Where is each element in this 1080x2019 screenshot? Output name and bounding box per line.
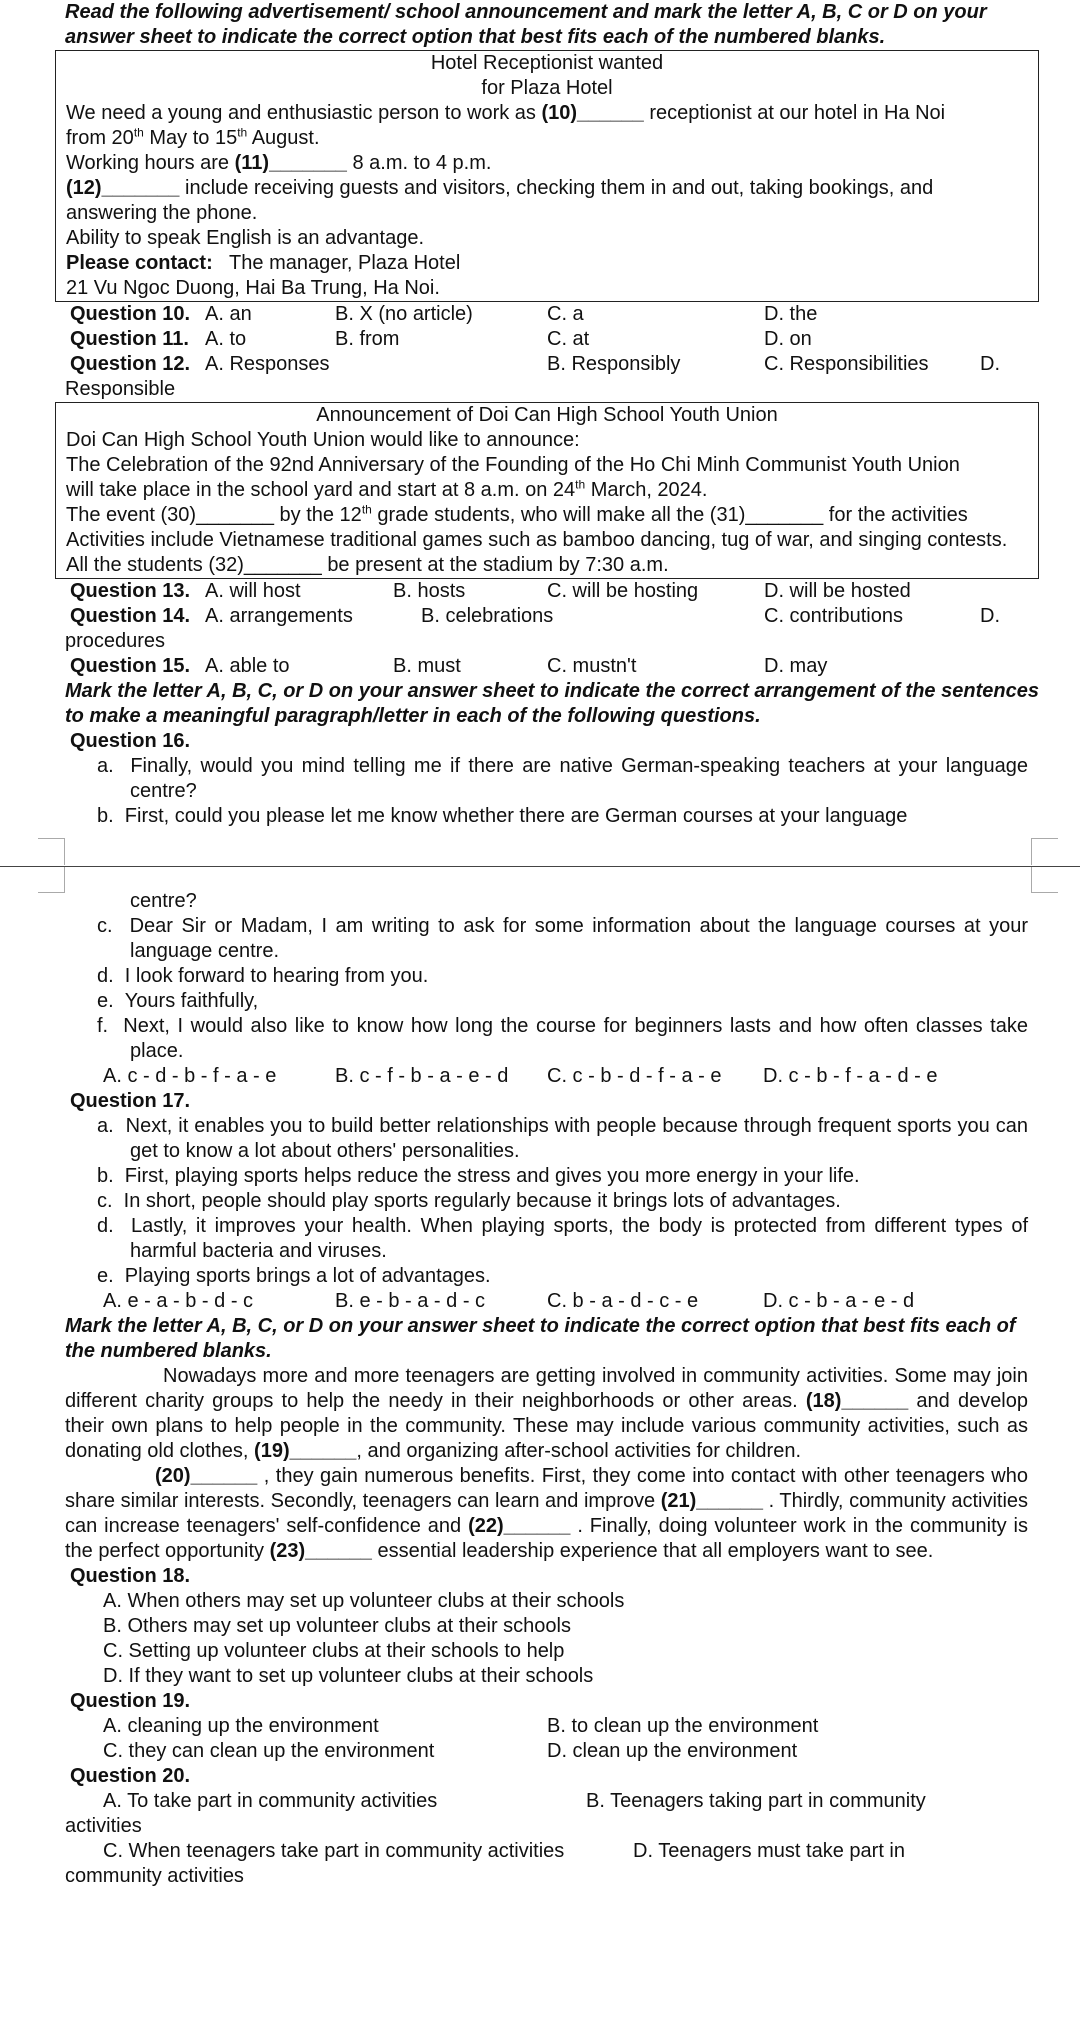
question-17-options bbox=[103, 1289, 1080, 1314]
question-16-options bbox=[103, 1064, 1080, 1089]
contact-label: Please contact: bbox=[66, 252, 213, 274]
question-15 bbox=[70, 654, 1080, 679]
option-d-continuation: community activities bbox=[65, 1865, 244, 1887]
blank-11: (11)_______ bbox=[234, 152, 347, 174]
superscript: th bbox=[575, 477, 586, 492]
ann-text: be present at the stadium by 7:30 a.m. bbox=[327, 554, 669, 576]
question-11 bbox=[70, 327, 1080, 352]
page-corner-mark bbox=[1031, 838, 1058, 865]
option-d[interactable]: D. the bbox=[764, 303, 818, 325]
sentence-17e: e. Playing sports brings a lot of advantages. bbox=[97, 1265, 491, 1287]
question-17-label: Question 17. bbox=[70, 1090, 191, 1112]
blank-19: (19)______ bbox=[254, 1440, 357, 1462]
ann-line-4 bbox=[66, 503, 1028, 528]
blank-22: (22)______ bbox=[468, 1515, 571, 1537]
option-b[interactable]: B. celebrations bbox=[421, 605, 554, 627]
option-d[interactable]: D. c - b - a - e - d bbox=[763, 1290, 915, 1312]
passage-text: , and organizing after-school activities for children. bbox=[356, 1440, 802, 1462]
option-b[interactable]: B. Teenagers taking part in community bbox=[586, 1790, 926, 1812]
question-10 bbox=[70, 302, 1080, 327]
sentence-17b: b. First, playing sports helps reduce the stress and gives you more energy in your life. bbox=[97, 1165, 860, 1187]
option-d[interactable]: D. on bbox=[764, 328, 812, 350]
option-c[interactable]: C. c - b - d - f - a - e bbox=[547, 1065, 722, 1087]
option-c[interactable]: C. contributions bbox=[764, 605, 903, 627]
sentence-16b: b. First, could you please let me know whether there are German courses at your language bbox=[97, 805, 908, 827]
question-label: Question 11. bbox=[70, 328, 189, 350]
sentence-text: Lastly, it improves your health. When playing sports, the body is protected from different types of harmful bacteria and viruses. bbox=[130, 1215, 1029, 1262]
sentence-text: Finally, would you mind telling me if there are native German-speaking teachers at your language centre? bbox=[130, 755, 1028, 802]
option-c[interactable]: C. will be hosting bbox=[547, 580, 699, 602]
page-break bbox=[0, 829, 1080, 889]
option-b[interactable]: B. Responsibly bbox=[547, 353, 681, 375]
ann-line-3 bbox=[66, 478, 1028, 503]
ann-text: for the activities bbox=[828, 504, 968, 526]
option-d[interactable]: D. bbox=[980, 605, 1000, 627]
option-a[interactable]: A. When others may set up volunteer clubs at their schools bbox=[103, 1590, 625, 1612]
question-label: Question 14. bbox=[70, 605, 191, 627]
ad-line-4 bbox=[66, 176, 1028, 226]
option-b[interactable]: B. X (no article) bbox=[335, 303, 473, 325]
sentence-text: Playing sports brings a lot of advantages. bbox=[124, 1265, 491, 1287]
ad-address: 21 Vu Ngoc Duong, Hai Ba Trung, Ha Noi. bbox=[66, 277, 440, 299]
sentence-17c: c. In short, people should play sports regularly because it brings lots of advantages. bbox=[97, 1190, 841, 1212]
sentence-text: Dear Sir or Madam, I am writing to ask for some information about the language courses at your language centre. bbox=[129, 915, 1028, 962]
sentence-16a: a. Finally, would you mind telling me if there are native German-speaking teachers at your language centre? bbox=[97, 755, 1028, 802]
sentence-17d: d. Lastly, it improves your health. When playing sports, the body is protected from different types of harmful bacteria and viruses. bbox=[97, 1215, 1029, 1262]
sentence-text: I look forward to hearing from you. bbox=[124, 965, 429, 987]
superscript: th bbox=[361, 502, 372, 517]
blank-10: (10)______ bbox=[541, 102, 644, 124]
question-12 bbox=[70, 352, 1080, 377]
option-d[interactable]: D. will be hosted bbox=[764, 580, 911, 602]
option-c[interactable]: C. mustn't bbox=[547, 655, 637, 677]
advertisement-box bbox=[55, 50, 1039, 302]
blank-12: (12)_______ bbox=[66, 177, 180, 199]
question-20-label: Question 20. bbox=[70, 1765, 191, 1787]
ad-text: include receiving guests and visitors, checking them in and out, taking bookings, and answering the phone. bbox=[66, 177, 934, 224]
ad-text: receptionist at our hotel in Ha Noi bbox=[649, 102, 946, 124]
question-label: Question 15. bbox=[70, 655, 191, 677]
sentence-16b-cont: centre? bbox=[130, 890, 197, 912]
passage-paragraph-2 bbox=[65, 1464, 1028, 1564]
option-b[interactable]: B. must bbox=[393, 655, 461, 677]
blank-18: (18)______ bbox=[805, 1390, 909, 1412]
sentence-text: In short, people should play sports regularly because it brings lots of advantages. bbox=[123, 1190, 841, 1212]
ann-text: grade students, who will make all the bbox=[377, 504, 705, 526]
passage-text: essential leadership experience that all employers want to see. bbox=[377, 1540, 934, 1562]
sentence-16f: f. Next, I would also like to know how long the course for beginners lasts and how often classes take place. bbox=[97, 1015, 1028, 1062]
option-d[interactable]: D. If they want to set up volunteer clubs at their schools bbox=[103, 1665, 594, 1687]
question-20-row-2 bbox=[103, 1839, 1080, 1864]
blank-31: (31)_______ bbox=[709, 504, 824, 526]
option-a[interactable]: A. will host bbox=[205, 580, 301, 602]
ann-text: by the 12 bbox=[279, 504, 362, 526]
passage-paragraph-1 bbox=[65, 1364, 1028, 1464]
option-b[interactable]: B. from bbox=[335, 328, 400, 350]
announcement-title: Announcement of Doi Can High School Youth Union bbox=[316, 404, 778, 426]
option-c[interactable]: C. they can clean up the environment bbox=[103, 1740, 435, 1762]
question-label: Question 13. bbox=[70, 580, 191, 602]
blank-21: (21)______ bbox=[660, 1490, 764, 1512]
contact-value: The manager, Plaza Hotel bbox=[229, 252, 461, 274]
option-a[interactable]: A. c - d - b - f - a - e bbox=[103, 1065, 277, 1087]
announcement-box bbox=[55, 402, 1039, 579]
instruction-part1: Read the following advertisement/ school announcement and mark the letter A, B, C or D on your answer sheet to indicate the correct option that best fits each of the numbered blanks. bbox=[65, 1, 987, 48]
question-18-option-a-row bbox=[103, 1589, 1080, 1614]
option-a[interactable]: A. to bbox=[205, 328, 247, 350]
ann-text: All the students bbox=[66, 554, 203, 576]
ad-line-1 bbox=[66, 101, 1028, 126]
question-19-label: Question 19. bbox=[70, 1690, 191, 1712]
ann-text: March, 2024. bbox=[590, 479, 708, 501]
option-c[interactable]: C. a bbox=[547, 303, 584, 325]
passage-text: , they gain numerous benefits. First, they come into contact with other teenagers who share similar interests. Secondly, teenagers can learn and improve bbox=[65, 1465, 1028, 1512]
ad-contact bbox=[66, 251, 1028, 276]
option-d[interactable]: D. may bbox=[764, 655, 828, 677]
question-13 bbox=[70, 579, 1080, 604]
sentence-16c: c. Dear Sir or Madam, I am writing to ask for some information about the language courses at your language centre. bbox=[97, 915, 1028, 962]
blank-30: (30)_______ bbox=[160, 504, 274, 526]
question-label: Question 10. bbox=[70, 303, 191, 325]
instruction-part2: Mark the letter A, B, C, or D on your answer sheet to indicate the correct arrangement of the sentences to make a meaningful paragraph/letter in each of the following questions. bbox=[65, 680, 1039, 727]
ann-text: The event bbox=[66, 504, 155, 526]
blank-23: (23)______ bbox=[269, 1540, 372, 1562]
option-c[interactable]: C. b - a - d - c - e bbox=[547, 1290, 699, 1312]
ad-text: 8 a.m. to 4 p.m. bbox=[352, 152, 492, 174]
option-d-continuation: Responsible bbox=[65, 378, 176, 400]
option-b[interactable]: B. hosts bbox=[393, 580, 466, 602]
ann-line-5: Activities include Vietnamese traditional games such as bamboo dancing, tug of war, and singing contests. bbox=[66, 529, 1008, 551]
option-b[interactable]: B. c - f - b - a - e - d bbox=[335, 1065, 509, 1087]
option-c[interactable]: C. Responsibilities bbox=[764, 353, 929, 375]
question-18-option-c-row bbox=[103, 1639, 1080, 1664]
superscript: th bbox=[133, 125, 144, 140]
option-d-continuation: procedures bbox=[65, 630, 166, 652]
ad-line-5: Ability to speak English is an advantage. bbox=[66, 227, 424, 249]
sentence-16d: d. I look forward to hearing from you. bbox=[97, 965, 429, 987]
option-b[interactable]: B. to clean up the environment bbox=[547, 1715, 819, 1737]
ad-text: from 20 bbox=[66, 127, 134, 149]
page-corner-mark bbox=[38, 838, 65, 865]
option-c[interactable]: C. When teenagers take part in community activities bbox=[103, 1840, 565, 1862]
ad-text: Working hours are bbox=[66, 152, 230, 174]
passage-text: and develop their own plans to help people in the community. These may include various community activities, such as donating old clothes, bbox=[65, 1390, 1028, 1462]
passage-text: . Finally, doing volunteer work in the community is the perfect opportunity bbox=[65, 1515, 1028, 1562]
page-corner-mark bbox=[38, 866, 65, 893]
question-19-row-1 bbox=[103, 1714, 1080, 1739]
ad-text: August. bbox=[251, 127, 320, 149]
ann-line-6 bbox=[66, 553, 1028, 578]
question-14 bbox=[70, 604, 1080, 629]
ad-text: May to 15 bbox=[149, 127, 238, 149]
question-label: Question 12. bbox=[70, 353, 191, 375]
question-18-option-d-row bbox=[103, 1664, 1080, 1689]
instruction-part3: Mark the letter A, B, C, or D on your answer sheet to indicate the correct option that best fits each of the numbered blanks. bbox=[65, 1315, 1016, 1362]
question-18-option-b-row bbox=[103, 1614, 1080, 1639]
option-d[interactable]: D. clean up the environment bbox=[547, 1740, 798, 1762]
option-b-continuation: activities bbox=[65, 1815, 142, 1837]
option-b[interactable]: B. e - b - a - d - c bbox=[335, 1290, 486, 1312]
sentence-16e: e. Yours faithfully, bbox=[97, 990, 259, 1012]
ad-text: We need a young and enthusiastic person to work as bbox=[66, 102, 536, 124]
option-a[interactable]: A. To take part in community activities bbox=[103, 1790, 438, 1812]
page-corner-mark bbox=[1031, 866, 1058, 893]
option-c[interactable]: C. Setting up volunteer clubs at their schools to help bbox=[103, 1640, 565, 1662]
option-b[interactable]: B. Others may set up volunteer clubs at their schools bbox=[103, 1615, 571, 1637]
option-a[interactable]: A. an bbox=[205, 303, 252, 325]
sentence-text: First, playing sports helps reduce the stress and gives you more energy in your life. bbox=[124, 1165, 860, 1187]
sentence-text: First, could you please let me know whether there are German courses at your language bbox=[124, 805, 908, 827]
question-18-label: Question 18. bbox=[70, 1565, 191, 1587]
page-divider bbox=[0, 866, 1080, 867]
ad-subtitle: for Plaza Hotel bbox=[481, 77, 613, 99]
ad-line-3 bbox=[66, 151, 1028, 176]
option-c[interactable]: C. at bbox=[547, 328, 590, 350]
sentence-text: Yours faithfully, bbox=[124, 990, 259, 1012]
question-16-label: Question 16. bbox=[70, 730, 191, 752]
ann-line-2: The Celebration of the 92nd Anniversary of the Founding of the Ho Chi Minh Communist Youth Union bbox=[66, 454, 960, 476]
ann-text: will take place in the school yard and start at 8 a.m. on 24 bbox=[66, 479, 576, 501]
blank-32: (32)_______ bbox=[208, 554, 322, 576]
option-d[interactable]: D. c - b - f - a - d - e bbox=[763, 1065, 938, 1087]
superscript: th bbox=[237, 125, 248, 140]
sentence-text: Next, it enables you to build better relationships with people because through frequent sports you can get to know a lot about others' personalities. bbox=[125, 1115, 1028, 1162]
option-a[interactable]: A. e - a - b - d - c bbox=[103, 1290, 254, 1312]
passage-text: . Thirdly, community activities can increase teenagers' self-confidence and bbox=[65, 1490, 1029, 1537]
option-a[interactable]: A. Responses bbox=[205, 353, 330, 375]
option-a[interactable]: A. arrangements bbox=[205, 605, 353, 627]
option-d[interactable]: D. Teenagers must take part in bbox=[633, 1840, 905, 1862]
option-a[interactable]: A. able to bbox=[205, 655, 290, 677]
blank-20: (20)______ bbox=[155, 1465, 258, 1487]
ann-line-1: Doi Can High School Youth Union would like to announce: bbox=[66, 429, 580, 451]
option-a[interactable]: A. cleaning up the environment bbox=[103, 1715, 379, 1737]
sentence-17a: a. Next, it enables you to build better relationships with people because through frequent sports you can get to know a lot about others' personalities. bbox=[97, 1115, 1028, 1162]
ad-title: Hotel Receptionist wanted bbox=[430, 52, 664, 74]
ad-line-2 bbox=[66, 126, 1028, 151]
question-19-row-2 bbox=[103, 1739, 1080, 1764]
option-d[interactable]: D. bbox=[980, 353, 1000, 375]
sentence-text: Next, I would also like to know how long the course for beginners lasts and how often classes take place. bbox=[123, 1015, 1028, 1062]
question-20-row-1 bbox=[103, 1789, 1080, 1814]
passage-text: Nowadays more and more teenagers are getting involved in community activities. Some may join different charity groups to help the needy in their neighborhoods or other areas. bbox=[65, 1365, 1028, 1412]
